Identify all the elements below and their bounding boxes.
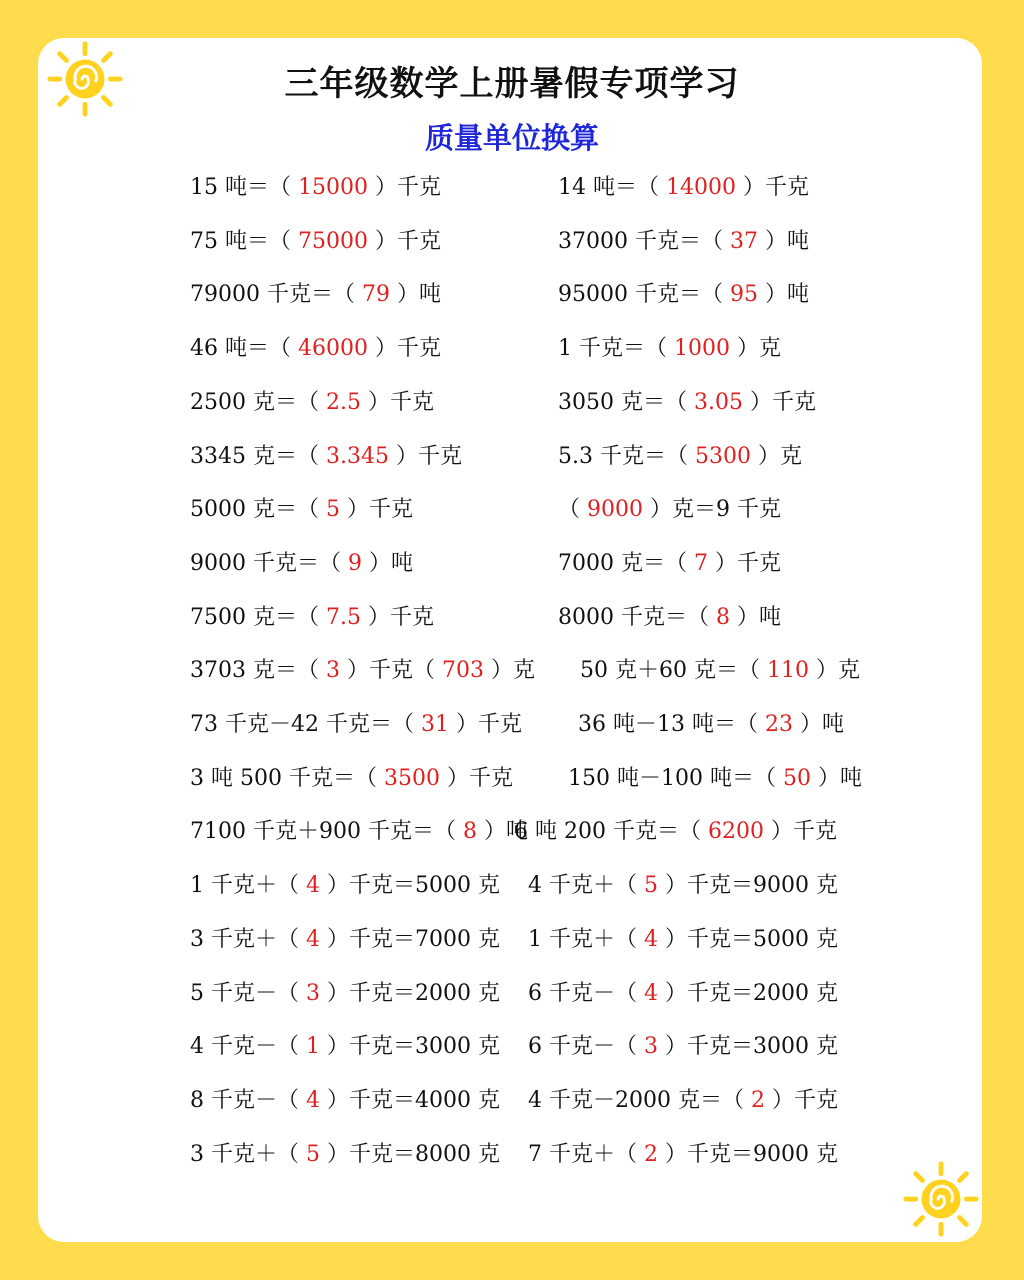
exercise-text: ）千克＝5000 克 xyxy=(319,873,500,899)
exercise-left xyxy=(190,707,522,743)
exercise-text: ）克＝9 千克 xyxy=(643,497,781,523)
exercise-text: 4 千克－2000 克＝（ xyxy=(528,1087,751,1113)
exercise-right xyxy=(558,277,809,313)
exercise-text: ）千克＝9000 克 xyxy=(657,1141,838,1167)
exercise-text: ）克 xyxy=(808,658,860,684)
answer-value: 95 xyxy=(729,282,758,308)
exercise-right xyxy=(558,492,781,528)
exercise-text: 3345 克＝（ xyxy=(190,443,326,469)
exercise-left xyxy=(190,546,413,582)
exercise-text: ）千克＝8000 克 xyxy=(319,1141,500,1167)
exercise-left xyxy=(190,439,462,475)
answer-value: 5 xyxy=(643,873,658,899)
answer-value: 2 xyxy=(643,1141,658,1167)
answer-value: 4 xyxy=(305,926,320,952)
exercise-text: 9000 千克＝（ xyxy=(190,550,348,576)
exercise-left xyxy=(190,1029,500,1065)
exercise-text: ）吨 xyxy=(792,712,844,737)
exercise-right xyxy=(578,707,844,743)
exercise-text: 5000 克＝（ xyxy=(190,497,326,523)
exercise-text: 3 千克＋（ xyxy=(190,926,306,952)
answer-value: 50 xyxy=(782,765,811,791)
exercise-left xyxy=(190,385,434,421)
exercise-text: ）吨 xyxy=(757,282,809,308)
exercise-right xyxy=(558,170,809,206)
exercise-text: ）千克 xyxy=(360,389,434,415)
exercise-text: ）千克 xyxy=(367,228,441,254)
exercise-text: ）吨 xyxy=(729,604,781,630)
page-title: 三年级数学上册暑假专项学习 xyxy=(284,64,740,104)
exercise-left xyxy=(190,653,535,689)
exercise-text: ）千克 xyxy=(439,765,513,791)
exercise-text: 15 吨＝（ xyxy=(190,175,298,200)
exercise-text: ）千克＝2000 克 xyxy=(657,980,838,1006)
exercise-left xyxy=(190,814,528,850)
answer-value: 8 xyxy=(462,819,477,845)
worksheet-card xyxy=(38,38,982,1242)
answer-value: 703 xyxy=(441,658,484,684)
exercise-text: 2500 克＝（ xyxy=(190,389,326,415)
exercise-text: 3 千克＋（ xyxy=(190,1141,306,1167)
exercise-text: 8 千克－（ xyxy=(190,1087,306,1113)
answer-value: 37 xyxy=(729,228,758,254)
exercise-text: ）吨 xyxy=(810,765,862,791)
exercise-left xyxy=(190,976,500,1012)
exercise-text: 7000 克＝（ xyxy=(558,550,694,576)
exercise-text: ）克 xyxy=(750,443,802,469)
exercise-text: 50 克＋60 克＝（ xyxy=(580,658,767,684)
exercise-text: ）克 xyxy=(483,658,535,684)
answer-value: 3 xyxy=(643,1034,658,1060)
exercise-right xyxy=(568,761,862,797)
exercise-text: 1 千克＋（ xyxy=(528,926,644,952)
answer-value: 110 xyxy=(766,658,809,684)
exercise-text: 7500 克＝（ xyxy=(190,604,326,630)
answer-value: 4 xyxy=(643,926,658,952)
answer-value: 79 xyxy=(361,282,390,308)
exercise-text: ）千克＝9000 克 xyxy=(657,873,838,899)
exercise-text: ）千克 xyxy=(360,604,434,630)
exercise-right xyxy=(558,439,802,475)
answer-value: 4 xyxy=(643,980,658,1006)
exercise-text: 6 吨 200 千克＝（ xyxy=(514,819,708,845)
exercise-text: 6 千克－（ xyxy=(528,1034,644,1060)
answer-value: 9 xyxy=(347,550,362,576)
exercise-left xyxy=(190,170,441,206)
exercise-right xyxy=(528,1029,838,1065)
answer-value: 3 xyxy=(325,658,340,684)
exercise-right xyxy=(558,224,809,260)
exercise-text: ）吨 xyxy=(476,819,528,845)
answer-value: 4 xyxy=(305,1087,320,1113)
exercise-right xyxy=(558,600,781,636)
answer-value: 3500 xyxy=(383,765,440,791)
exercise-text: 6 千克－（ xyxy=(528,980,644,1006)
answer-value: 3.05 xyxy=(693,389,743,415)
exercise-text: 75 吨＝（ xyxy=(190,228,298,254)
answer-value: 9000 xyxy=(587,497,643,523)
exercise-text: 95000 千克＝（ xyxy=(558,282,730,308)
exercise-right xyxy=(514,814,837,850)
answer-value: 8 xyxy=(715,604,730,630)
exercise-text: ）克 xyxy=(729,336,781,362)
exercise-text: ）千克 xyxy=(339,497,413,523)
exercise-text: 1 千克＝（ xyxy=(558,336,674,362)
exercise-text: 150 吨－100 吨＝（ xyxy=(568,765,783,791)
answer-value: 6200 xyxy=(707,819,764,845)
exercise-right xyxy=(528,1137,838,1173)
answer-value: 15000 xyxy=(297,175,368,200)
exercise-left xyxy=(190,492,413,528)
answer-value: 75000 xyxy=(297,228,368,254)
exercise-text: 8000 千克＝（ xyxy=(558,604,716,630)
answer-value: 2.5 xyxy=(325,389,361,415)
exercise-text: 4 千克＋（ xyxy=(528,873,644,899)
exercise-text: 36 吨－13 吨＝（ xyxy=(578,712,765,737)
answer-value: 46000 xyxy=(297,336,368,362)
exercise-text: 5 千克－（ xyxy=(190,980,306,1006)
exercise-right xyxy=(580,653,860,689)
exercise-text: 14 吨＝（ xyxy=(558,175,666,200)
exercise-text: 79000 千克＝（ xyxy=(190,282,362,308)
exercise-text: ）吨 xyxy=(361,550,413,576)
exercise-text: 7100 千克＋900 千克＝（ xyxy=(190,819,463,845)
exercise-text: ）吨 xyxy=(757,228,809,254)
exercise-text: ）千克＝4000 克 xyxy=(319,1087,500,1113)
exercise-text: ）千克 xyxy=(742,389,816,415)
answer-value: 5 xyxy=(325,497,340,523)
exercise-text: 7 千克＋（ xyxy=(528,1141,644,1167)
exercise-text: ）千克 xyxy=(448,712,522,737)
exercise-right xyxy=(528,1083,838,1119)
answer-value: 7.5 xyxy=(325,604,361,630)
answer-value: 3.345 xyxy=(325,443,389,469)
exercise-left xyxy=(190,868,500,904)
answer-value: 4 xyxy=(305,873,320,899)
exercise-text: ）千克＝2000 克 xyxy=(319,980,500,1006)
exercise-text: 1 千克＋（ xyxy=(190,873,306,899)
answer-value: 31 xyxy=(420,712,449,737)
exercise-text: ）千克＝7000 克 xyxy=(319,926,500,952)
exercise-text: 4 千克－（ xyxy=(190,1034,306,1060)
exercise-text: ）千克 xyxy=(388,443,462,469)
answer-value: 1 xyxy=(305,1034,320,1060)
sun-icon xyxy=(902,1160,980,1238)
exercise-text: 5.3 千克＝（ xyxy=(558,443,695,469)
exercise-text: ）千克 xyxy=(764,1087,838,1113)
exercise-text: （ xyxy=(558,497,587,523)
exercise-text: ）吨 xyxy=(389,282,441,308)
answer-value: 5300 xyxy=(694,443,751,469)
exercise-text: ）千克 xyxy=(367,175,441,200)
exercise-text: 3 吨 500 千克＝（ xyxy=(190,765,384,791)
exercise-left xyxy=(190,922,500,958)
exercise-text: ）千克＝3000 克 xyxy=(319,1034,500,1060)
answer-value: 3 xyxy=(305,980,320,1006)
exercise-right xyxy=(558,546,781,582)
exercise-right xyxy=(528,922,838,958)
exercise-left xyxy=(190,277,441,313)
answer-value: 5 xyxy=(305,1141,320,1167)
exercise-left xyxy=(190,600,434,636)
exercise-left xyxy=(190,761,513,797)
exercise-left xyxy=(190,1137,500,1173)
answer-value: 14000 xyxy=(665,175,736,200)
answer-value: 7 xyxy=(693,550,708,576)
exercise-left xyxy=(190,1083,500,1119)
exercise-text: 46 吨＝（ xyxy=(190,336,298,362)
exercise-text: ）千克 xyxy=(763,819,837,845)
answer-value: 1000 xyxy=(673,336,730,362)
exercise-text: ）千克＝3000 克 xyxy=(657,1034,838,1060)
exercise-right xyxy=(528,868,838,904)
exercise-text: ）千克（ xyxy=(339,658,442,684)
answer-value: 2 xyxy=(750,1087,765,1113)
exercise-text: ）千克 xyxy=(367,336,441,362)
answer-value: 23 xyxy=(764,712,793,737)
exercise-text: 3050 克＝（ xyxy=(558,389,694,415)
exercise-left xyxy=(190,224,441,260)
exercise-text: 3703 克＝（ xyxy=(190,658,326,684)
exercise-text: 73 千克－42 千克＝（ xyxy=(190,712,421,737)
exercise-left xyxy=(190,331,441,367)
page-subtitle: 质量单位换算 xyxy=(424,121,599,155)
exercise-right xyxy=(528,976,838,1012)
exercise-right xyxy=(558,385,816,421)
exercise-right xyxy=(558,331,781,367)
exercise-text: 37000 千克＝（ xyxy=(558,228,730,254)
exercise-text: ）千克 xyxy=(707,550,781,576)
exercise-text: ）千克＝5000 克 xyxy=(657,926,838,952)
exercise-text: ）千克 xyxy=(735,175,809,200)
